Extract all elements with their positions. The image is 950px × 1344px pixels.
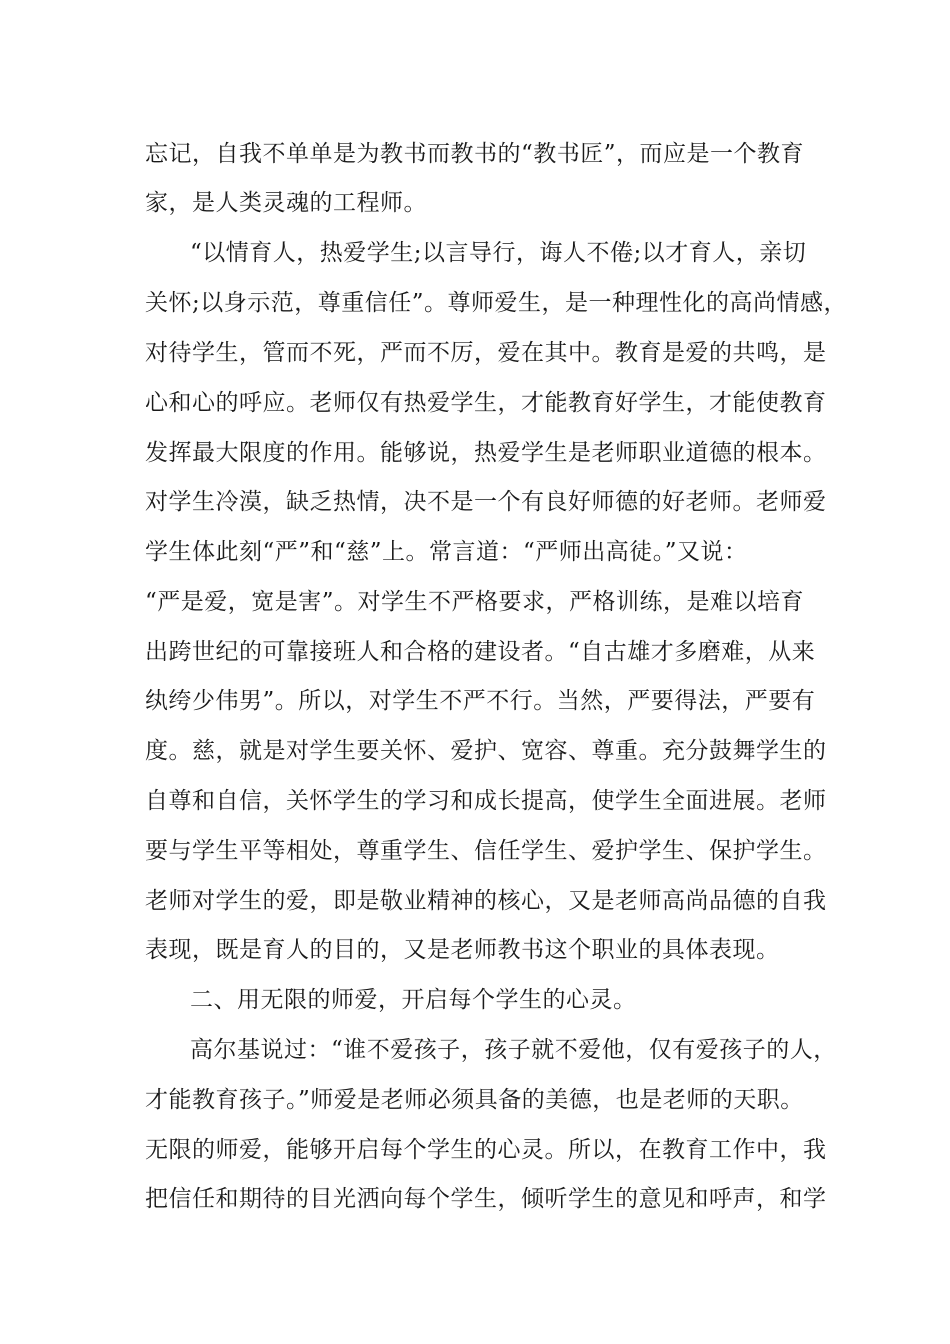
paragraph-line: 发挥最大限度的作用。能够说，热爱学生是老师职业道德的根本。 bbox=[145, 440, 827, 466]
paragraph-line: 学生体此刻“严”和“慈”上。常言道：“严师出高徒。”又说： bbox=[145, 539, 748, 565]
paragraph-line: 要与学生平等相处，尊重学生、信任学生、爱护学生、保护学生。 bbox=[145, 838, 827, 864]
paragraph-line: 才能教育孩子。”师爱是老师必须具备的美德，也是老师的天职。 bbox=[145, 1087, 804, 1113]
paragraph-line: 对学生冷漠，缺乏热情，决不是一个有良好师德的好老师。老师爱 bbox=[145, 489, 827, 515]
section-heading: 二、用无限的师爱，开启每个学生的心灵。 bbox=[190, 987, 637, 1013]
paragraph-line: “以情育人，热爱学生;以言导行，诲人不倦;以才育人，亲切 bbox=[190, 240, 807, 266]
paragraph-line: 忘记，自我不单单是为教书而教书的“教书匠”，而应是一个教育 bbox=[145, 141, 805, 167]
paragraph-line: 高尔基说过：“谁不爱孩子，孩子就不爱他，仅有爱孩子的人， bbox=[190, 1037, 837, 1063]
paragraph-line: 关怀;以身示范，尊重信任”。尊师爱生，是一种理性化的高尚情感， bbox=[145, 290, 848, 316]
paragraph-line: 自尊和自信，关怀学生的学习和成长提高，使学生全面进展。老师 bbox=[145, 788, 827, 814]
paragraph-line: 表现，既是育人的目的，又是老师教书这个职业的具体表现。 bbox=[145, 937, 780, 963]
paragraph-line: 老师对学生的爱，即是敬业精神的核心，又是老师高尚品德的自我 bbox=[145, 888, 827, 914]
paragraph-line: 对待学生，管而不死，严而不厉，爱在其中。教育是爱的共鸣，是 bbox=[145, 340, 827, 366]
paragraph-line: 度。慈，就是对学生要关怀、爱护、宽容、尊重。充分鼓舞学生的 bbox=[145, 738, 827, 764]
paragraph-line: “严是爱，宽是害”。对学生不严格要求，严格训练，是难以培育 bbox=[145, 589, 805, 615]
paragraph-line: 家，是人类灵魂的工程师。 bbox=[145, 190, 427, 216]
paragraph-line: 心和心的呼应。老师仅有热爱学生，才能教育好学生，才能使教育 bbox=[145, 390, 827, 416]
paragraph-line: 把信任和期待的目光洒向每个学生，倾听学生的意见和呼声，和学 bbox=[145, 1186, 827, 1212]
paragraph-line: 出跨世纪的可靠接班人和合格的建设者。“自古雄才多磨难，从来 bbox=[145, 639, 816, 665]
paragraph-line: 纨绔少伟男”。所以，对学生不严不行。当然，严要得法，严要有 bbox=[145, 688, 816, 714]
paragraph-line: 无限的师爱，能够开启每个学生的心灵。所以，在教育工作中，我 bbox=[145, 1137, 827, 1163]
